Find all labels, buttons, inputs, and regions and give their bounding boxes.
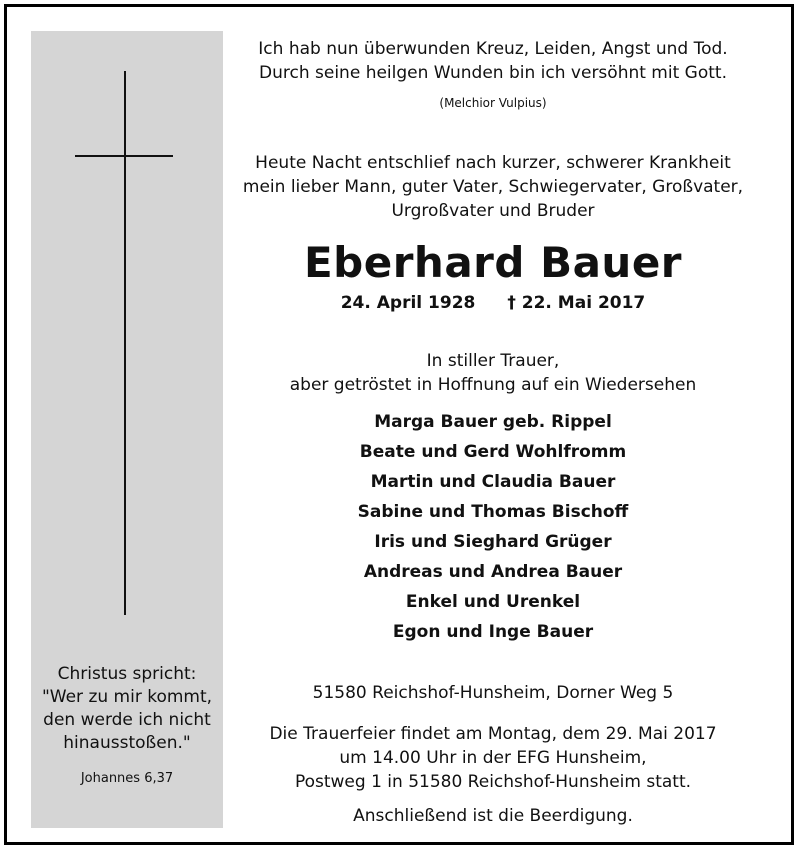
motto <box>233 37 753 85</box>
survivor-name: Beate und Gerd Wohlfromm <box>359 442 627 462</box>
burial-note: Anschließend ist die Beerdigung. <box>353 806 633 826</box>
survivor-name: Egon und Inge Bauer <box>392 622 594 642</box>
intro-line: Heute Nacht entschlief nach kurzer, schwerer Krankheit <box>255 153 731 173</box>
motto-line: Ich hab nun überwunden Kreuz, Leiden, Angst und Tod. <box>258 39 728 59</box>
bible-quote-line: hinausstoßen." <box>63 733 191 753</box>
intro-text <box>233 151 753 223</box>
service-line: um 14.00 Uhr in der EFG Hunsheim, <box>339 748 647 768</box>
service-info <box>233 722 753 794</box>
mourning-line: aber getröstet in Hoffnung auf ein Wiedersehen <box>289 375 697 395</box>
obituary-frame <box>4 4 794 845</box>
mourning-line: In stiller Trauer, <box>426 351 560 371</box>
survivor-name: Andreas und Andrea Bauer <box>363 562 623 582</box>
cross-icon-bar <box>75 155 173 157</box>
survivor-name: Martin und Claudia Bauer <box>370 472 616 492</box>
life-dates <box>233 293 753 313</box>
cross-icon <box>124 71 126 615</box>
death-date: † 22. Mai 2017 <box>507 293 646 313</box>
birth-date: 24. April 1928 <box>340 293 476 313</box>
motto-author: (Melchior Vulpius) <box>439 96 547 110</box>
service-line: Die Trauerfeier findet am Montag, dem 29. Mai 2017 <box>269 724 717 744</box>
survivors-list <box>233 407 753 647</box>
survivor-name: Enkel und Urenkel <box>405 592 581 612</box>
survivor-name: Iris und Sieghard Grüger <box>374 532 612 552</box>
bible-quote-line: den werde ich nicht <box>43 710 211 730</box>
service-line: Postweg 1 in 51580 Reichshof-Hunsheim statt. <box>294 772 692 792</box>
family-address: 51580 Reichshof-Hunsheim, Dorner Weg 5 <box>312 683 674 703</box>
side-panel <box>31 31 223 828</box>
bible-quote-line: "Wer zu mir kommt, <box>41 687 213 707</box>
survivor-name: Sabine und Thomas Bischoff <box>357 502 629 522</box>
intro-line: mein lieber Mann, guter Vater, Schwiegervater, Großvater, <box>242 177 744 197</box>
bible-quote <box>31 663 223 755</box>
intro-line: Urgroßvater und Bruder <box>391 201 595 221</box>
bible-reference: Johannes 6,37 <box>80 771 174 786</box>
mourning-text <box>233 349 753 397</box>
deceased-name: Eberhard Bauer <box>303 238 683 287</box>
survivor-name: Marga Bauer geb. Rippel <box>374 412 612 432</box>
motto-line: Durch seine heilgen Wunden bin ich versöhnt mit Gott. <box>259 63 727 83</box>
bible-quote-line: Christus spricht: <box>57 664 197 684</box>
